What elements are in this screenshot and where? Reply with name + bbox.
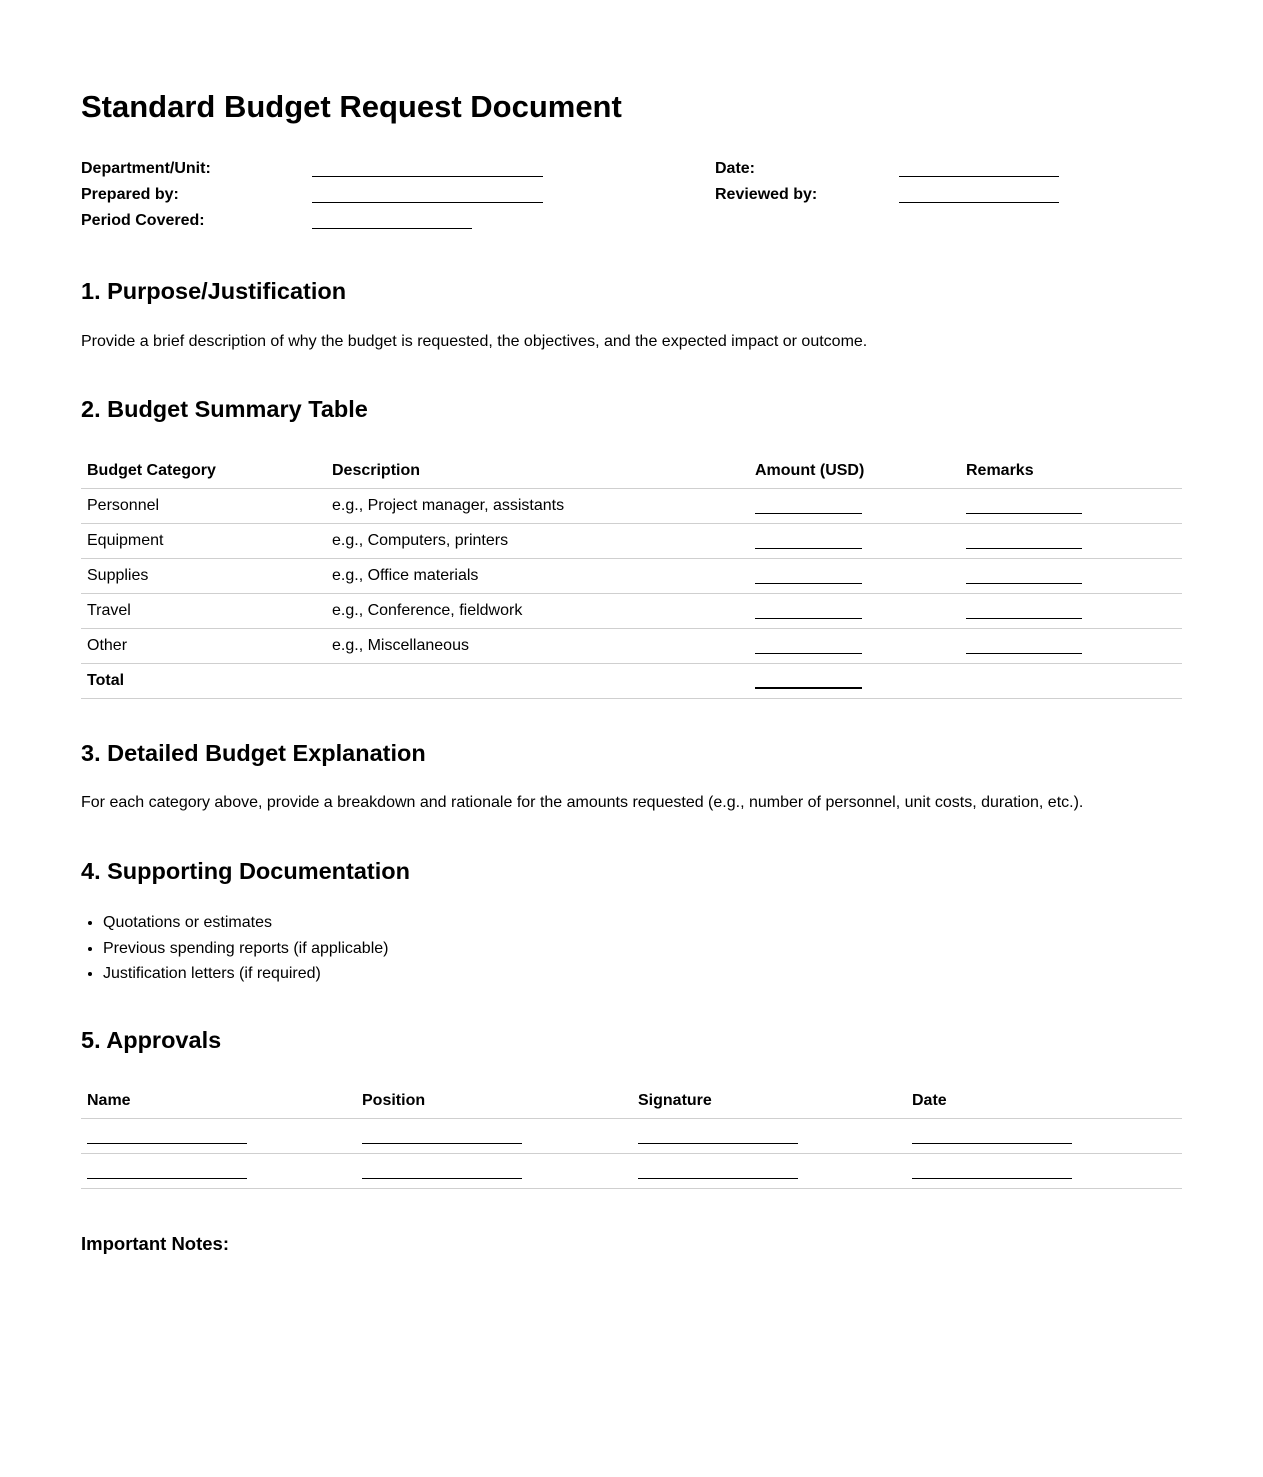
budget-summary-table: [81, 453, 1182, 699]
prepared-by-label: Prepared by:: [81, 186, 179, 203]
total-amount-blank[interactable]: [755, 686, 862, 689]
amount-blank[interactable]: [755, 617, 862, 619]
description-cell: e.g., Conference, fieldwork: [326, 594, 749, 629]
column-header-category: Budget Category: [81, 453, 326, 489]
category-cell: Supplies: [81, 559, 326, 594]
list-item: • Justification letters (if required): [103, 961, 388, 987]
description-cell: e.g., Office materials: [326, 559, 749, 594]
amount-blank[interactable]: [755, 512, 862, 514]
signature-blank[interactable]: [638, 1177, 798, 1179]
column-header-date: Date: [906, 1083, 1182, 1119]
total-row: [81, 664, 1182, 699]
list-item: • Quotations or estimates: [103, 910, 388, 936]
remarks-blank[interactable]: [966, 547, 1082, 549]
category-cell: Travel: [81, 594, 326, 629]
remarks-blank[interactable]: [966, 617, 1082, 619]
remarks-cell[interactable]: [960, 489, 1182, 524]
date-label: Date:: [715, 160, 756, 177]
remarks-cell[interactable]: [960, 524, 1182, 559]
amount-cell[interactable]: [749, 594, 960, 629]
position-blank[interactable]: [362, 1142, 522, 1144]
remarks-cell[interactable]: [960, 559, 1182, 594]
signature-blank[interactable]: [638, 1142, 798, 1144]
date-field[interactable]: [899, 176, 1059, 177]
prepared-by-field[interactable]: [312, 202, 543, 203]
explanation-text: For each category above, provide a breakdown and rationale for the amounts requested (e.g., number of personnel, unit costs, duration, etc.).: [81, 794, 1084, 811]
name-blank[interactable]: [87, 1142, 247, 1144]
remarks-cell[interactable]: [960, 629, 1182, 664]
signature-cell[interactable]: [632, 1154, 906, 1189]
supporting-heading: 4. Supporting Documentation: [81, 858, 410, 884]
amount-cell[interactable]: [749, 489, 960, 524]
table-row: [81, 489, 1182, 524]
description-cell: e.g., Project manager, assistants: [326, 489, 749, 524]
list-item: • Previous spending reports (if applicable): [103, 936, 388, 962]
purpose-heading: 1. Purpose/Justification: [81, 278, 347, 304]
amount-cell[interactable]: [749, 629, 960, 664]
column-header-position: Position: [356, 1083, 632, 1119]
table-row: [81, 629, 1182, 664]
amount-blank[interactable]: [755, 582, 862, 584]
total-amount-cell[interactable]: [749, 664, 960, 699]
remarks-blank[interactable]: [966, 652, 1082, 654]
column-header-description: Description: [326, 453, 749, 489]
name-cell[interactable]: [81, 1119, 356, 1154]
description-cell: e.g., Computers, printers: [326, 524, 749, 559]
amount-blank[interactable]: [755, 652, 862, 654]
remarks-blank[interactable]: [966, 582, 1082, 584]
purpose-text: Provide a brief description of why the budget is requested, the objectives, and the expected impact or outcome.: [81, 333, 868, 350]
document-title: Standard Budget Request Document: [81, 89, 622, 124]
total-label: Total: [81, 664, 326, 699]
table-row: [81, 1119, 1182, 1154]
table-header-row: [81, 453, 1182, 489]
date-blank[interactable]: [912, 1142, 1072, 1144]
approvals-heading: 5. Approvals: [81, 1027, 222, 1053]
table-header-row: [81, 1083, 1182, 1119]
date-cell[interactable]: [906, 1154, 1182, 1189]
date-cell[interactable]: [906, 1119, 1182, 1154]
reviewed-by-label: Reviewed by:: [715, 186, 818, 203]
empty-cell: [326, 664, 749, 699]
department-label: Department/Unit:: [81, 160, 211, 177]
period-covered-label: Period Covered:: [81, 212, 205, 229]
reviewed-by-field[interactable]: [899, 202, 1059, 203]
name-cell[interactable]: [81, 1154, 356, 1189]
explanation-heading: 3. Detailed Budget Explanation: [81, 740, 426, 766]
approvals-table: [81, 1083, 1182, 1189]
name-blank[interactable]: [87, 1177, 247, 1179]
column-header-amount: Amount (USD): [749, 453, 960, 489]
category-cell: Other: [81, 629, 326, 664]
position-blank[interactable]: [362, 1177, 522, 1179]
table-row: [81, 524, 1182, 559]
empty-cell: [960, 664, 1182, 699]
date-blank[interactable]: [912, 1177, 1072, 1179]
summary-heading: 2. Budget Summary Table: [81, 396, 368, 422]
table-row: [81, 594, 1182, 629]
column-header-name: Name: [81, 1083, 356, 1119]
remarks-blank[interactable]: [966, 512, 1082, 514]
amount-blank[interactable]: [755, 547, 862, 549]
table-row: [81, 1154, 1182, 1189]
position-cell[interactable]: [356, 1119, 632, 1154]
signature-cell[interactable]: [632, 1119, 906, 1154]
remarks-cell[interactable]: [960, 594, 1182, 629]
amount-cell[interactable]: [749, 524, 960, 559]
department-field[interactable]: [312, 176, 543, 177]
column-header-signature: Signature: [632, 1083, 906, 1119]
important-notes-heading: Important Notes:: [81, 1233, 229, 1254]
period-covered-field[interactable]: [312, 228, 472, 229]
description-cell: e.g., Miscellaneous: [326, 629, 749, 664]
category-cell: Equipment: [81, 524, 326, 559]
amount-cell[interactable]: [749, 559, 960, 594]
table-row: [81, 559, 1182, 594]
supporting-docs-list: [81, 910, 388, 987]
column-header-remarks: Remarks: [960, 453, 1182, 489]
category-cell: Personnel: [81, 489, 326, 524]
position-cell[interactable]: [356, 1154, 632, 1189]
